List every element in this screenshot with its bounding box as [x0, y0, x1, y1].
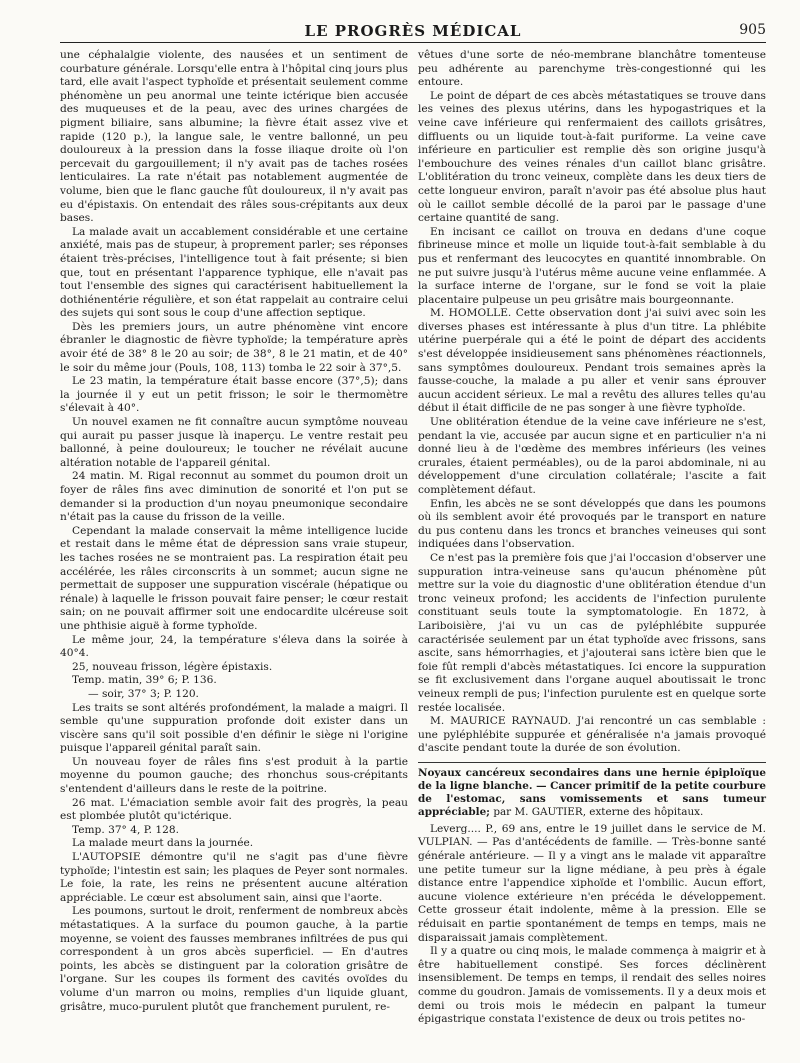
- paragraph: Un nouveau foyer de râles fins s'est produit à la partie moyenne du poumon gauche; des rhonchus sous-crépitants s'entendent d'ailleurs dans le reste de la poitrine.: [60, 755, 408, 796]
- paragraph: Enfin, les abcès ne se sont développés que dans les poumons où ils semblent avoir été provoqués par le transport en nature du pus contenu dans les troncs et branches veineuses qui sont indiquées dans l'observation.: [418, 497, 766, 551]
- left-column: [60, 49, 408, 1027]
- paragraph: Le point de départ de ces abcès métastatiques se trouve dans les veines des plexus utérins, dans les hypogastriques et la veine cave inférieure qui renfermaient des caillots grisâtres, diffluents ou un liquide tout-à-fait puriforme. La veine cave inférieure en particulier est remplie dès son origine jusqu'à l'embouchure des veines rénales d'un caillot blanc grisâtre. L'oblitération du tronc veineux, complète dans les deux tiers de cette longueur environ, paraît n'avoir pas été absolue plus haut où le caillot semble décollé de la paroi par le passage d'une certaine quantité de sang.: [418, 89, 766, 225]
- paragraph: vêtues d'une sorte de néo-membrane blanchâtre tomenteuse peu adhérente au parenchyme très-congestionné qui les entoure.: [418, 49, 766, 89]
- paragraph: En incisant ce caillot on trouva en dedans d'une coque fibrineuse mince et molle un liquide tout-à-fait semblable à du pus et renfermant des leucocytes en quantité innombrable. On ne put suivre jusqu'à l'utérus même aucune veine enflammée. A la surface interne de l'organe, sur le fond se voit la plaie placentaire pulpeuse un peu grisâtre mais bourgeonnante.: [418, 225, 766, 306]
- paragraph: M. MAURICE RAYNAUD. J'ai rencontré un cas semblable : une pyléphlébite suppurée et généralisée n'a jamais provoqué d'ascite pendant toute la durée de son évolution.: [418, 715, 766, 755]
- article-heading: [418, 762, 766, 819]
- paragraph: M. HOMOLLE. Cette observation dont j'ai suivi avec soin les diverses phases est intéressante à plus d'un titre. La phlébite utérine puerpérale qui a été le point de départ des accidents s'est développée insidieusement sans phénomènes réactionnels, sans symptômes douloureux. Pendant trois semaines après la fausse-couche, la malade a pu aller et venir sans éprouver aucun accident sérieux. Le mal a revêtu des allures telles qu'au début il était difficile de ne pas songer à une fièvre typhoïde.: [418, 307, 766, 415]
- right-column: [418, 49, 766, 1027]
- paragraph: L'AUTOPSIE démontre qu'il ne s'agit pas d'une fièvre typhoïde; l'intestin est sain; les plaques de Peyer sont normales. Le foie, la rate, les reins ne présentent aucune altération appréciable. Le cœur est absolument sain, ainsi que l'aorte.: [60, 851, 408, 904]
- paragraph: Le 23 matin, la température était basse encore (37°,5); dans la journée il y eut un petit frisson; le soir le thermomètre s'élevait à 40°.: [60, 375, 408, 415]
- paragraph: Dès les premiers jours, un autre phénomène vint encore ébranler le diagnostic de fièvre typhoïde; la température après avoir été de 38° 8 le 20 au soir; de 38°, 8 le 21 matin, et de 40° le soir du même jour (Pouls, 108, 113) tomba le 22 soir à 37°,5.: [60, 320, 408, 374]
- paragraph: Il y a quatre ou cinq mois, le malade commença à maigrir et à être habituellement constipé. Ses forces déclinèrent insensiblement. De temps en temps, il rendait des selles noires comme du goudron. Jamais de vomissements. Il y a deux mois et demi ou trois mois le médecin en palpant la tumeur épigastrique constata l'existence de deux ou trois petites no-: [418, 945, 766, 1026]
- paragraph: 24 matin. M. Rigal reconnut au sommet du poumon droit un foyer de râles fins avec diminution de sonorité et l'on put se demander si la production d'un noyau pneumonique secondaire n'était pas la cause du frisson de la veille.: [60, 470, 408, 524]
- paragraph: Le même jour, 24, la température s'éleva dans la soirée à 40°4.: [60, 633, 408, 660]
- paragraph: La malade meurt dans la journée.: [72, 837, 254, 850]
- paragraph: La malade avait un accablement considérable et une certaine anxiété, mais pas de stupeur, à proprement parler; ses réponses étaient très-précises, l'intelligence tout à fait présente; si bien que, tout en présentant l'apparence typhique, elle n'avait pas tout l'ensemble des signes qui caractérisent habituellement la dothiénentérie régulière, et son état rappelait au contraire celui des sujets qui sont sous le coup d'une affection septique.: [60, 225, 408, 320]
- paragraph: 26 mat. L'émaciation semble avoir fait des progrès, la peau est plombée plutôt qu'ictérique.: [60, 796, 408, 823]
- article-title: Noyaux cancéreux secondaires dans une hernie épiploïque de la ligne blanche. — Cancer primitif de la petite courbure de l'estomac, sans vomissements et sans tumeur appréciable;: [418, 766, 766, 818]
- running-header: [60, 20, 766, 43]
- paragraph: 25, nouveau frisson, légère épistaxis.: [72, 660, 273, 673]
- paragraph: Une oblitération étendue de la veine cave inférieure ne s'est, pendant la vie, accusée par aucun signe et en particulier n'a ni donné lieu à de l'œdème des membres inférieurs (les veines crurales, étaient perméables), ou de la paroi abdominale, ni au développement d'une circulation collatérale; l'ascite a fait complètement défaut.: [418, 416, 766, 496]
- page-number: 905: [739, 22, 766, 38]
- paragraph: Un nouvel examen ne fit connaître aucun symptôme nouveau qui aurait pu passer jusque là inaperçu. Le ventre restait peu ballonné, à peine douloureux; le toucher ne révélait aucune altération notable de l'appareil génital.: [60, 416, 408, 469]
- paragraph: Les poumons, surtout le droit, renferment de nombreux abcès métastatiques. A la surface du poumon gauche, à la partie moyenne, se voient des fausses membranes infiltrées de pus qui correspondent à un gros abcès superficiel. — En d'autres points, les abcès se distinguent par la coloration grisâtre de l'organe. Sur les coupes ils forment des cavités ovoïdes du volume d'un marron ou moins, remplies d'un liquide gluant, grisâtre, muco-purulent plutôt que franchement purulent, re-: [60, 905, 408, 1013]
- paragraph: Leverg.... P., 69 ans, entre le 19 juillet dans le service de M. VULPIAN. — Pas d'antécédents de famille. — Très-bonne santé générale antérieure. — Il y a vingt ans le malade vit apparaître une petite tumeur sur la ligne médiane, à peu près à égale distance entre l'appendice xiphoïde et l'ombilic. Aucun effort, aucune violence extérieure n'en précéda le développement. Cette grosseur était indolente, même à la pression. Elle se réduisait en partie spontanément de temps en temps, mais ne disparaissait jamais complètement.: [418, 822, 766, 944]
- journal-title: LE PROGRÈS MÉDICAL: [304, 22, 522, 40]
- article-byline: par M. GAUTIER, externe des hôpitaux.: [493, 805, 704, 818]
- temperature-line: — soir, 37° 3; P. 120.: [88, 687, 199, 700]
- paragraph: Ce n'est pas la première fois que j'ai l'occasion d'observer une suppuration intra-veineuse sans qu'aucun phénomène pût mettre sur la voie du diagnostic d'une oblitération étendue d'un tronc veineux profond; les accidents de l'infection purulente constituant seuls toute la symptomatologie. En 1872, à Lariboisière, j'ai vu un cas de pyléphlébite suppurée caractérisée seulement par un état typhoïde avec frissons, sans ascite, sans hémorrhagies, et j'ajouterai sans ictère bien que le foie fût rempli d'abcès métastatiques. Ici encore la suppuration se fit exclusivement dans l'organe auquel aboutissait le tronc veineux rempli de pus; l'infection purulente est en quelque sorte restée localisée.: [418, 551, 767, 714]
- paragraph: une céphalalgie violente, des nausées et un sentiment de courbature générale. Lorsqu'elle entra à l'hôpital cinq jours plus tard, elle avait l'aspect typhoïde et présentait seulement comme phénomène un peu anormal une teinte ictérique bien accusée des muqueuses et de la peau, avec des urines chargées de pigment biliaire, sans albumine; la fièvre était assez vive et rapide (120 p.), la langue sale, le ventre ballonné, un peu douloureux à la pression dans la fosse iliaque droite où l'on percevait du gargouillement; il n'y avait pas de taches rosées lenticulaires. La rate n'était pas notablement augmentée de volume, bien que le flanc gauche fût douloureux, il n'y avait pas eu d'épistaxis. On entendait des râles sous-crépitants aux deux bases.: [60, 49, 408, 225]
- paragraph: Cependant la malade conservait la même intelligence lucide et restait dans le même état de dépression sans vraie stupeur, les taches rosées ne se montraient pas. La respiration était peu accélérée, les râles circonscrits à un sommet; aucun signe ne permettait de supposer une suppuration viscérale (hépatique ou rénale) à laquelle le frisson pouvait faire penser; le cœur restait sain; on ne pouvait affirmer soit une endocardite ulcéreuse soit une phthisie aiguë à forme typhoïde.: [60, 524, 408, 632]
- paragraph: Les traits se sont altérés profondément, la malade a maigri. Il semble qu'une suppuration profonde doit exister dans un viscère sans qu'il soit possible d'en définir le siège ni l'origine puisque l'appareil génital paraît sain.: [60, 701, 408, 755]
- two-column-body: [60, 49, 766, 1027]
- temperature-line: Temp. matin, 39° 6; P. 136.: [72, 674, 217, 687]
- temperature-line: Temp. 37° 4, P. 128.: [72, 823, 179, 836]
